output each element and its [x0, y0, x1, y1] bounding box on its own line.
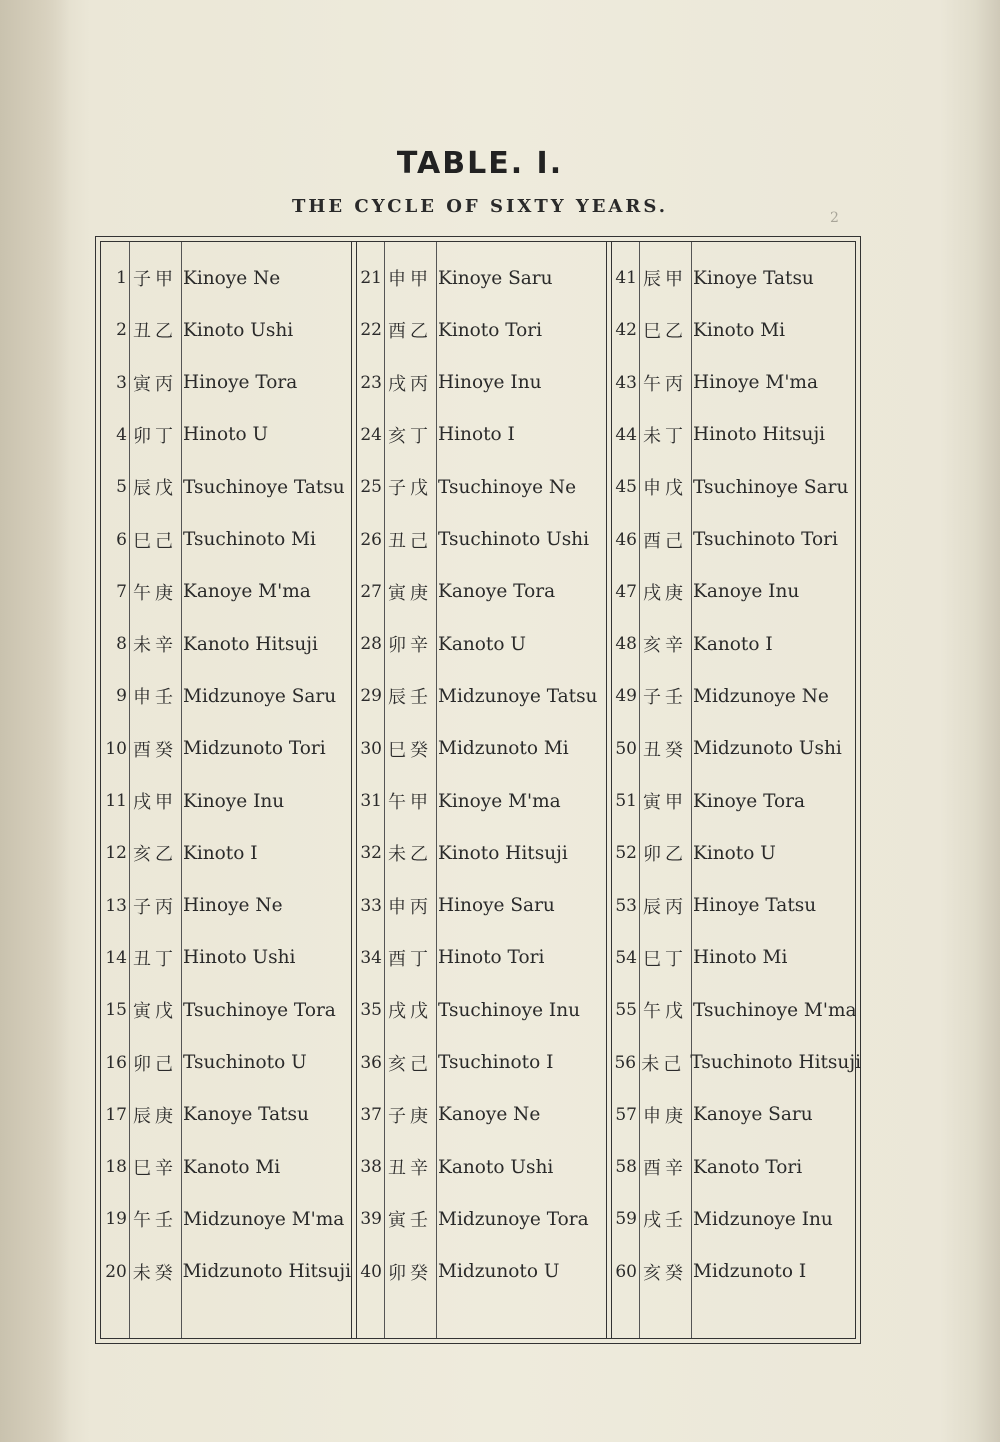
cycle-characters: 巳丁: [643, 948, 687, 970]
year-number: 26: [360, 529, 382, 550]
cycle-characters: 酉癸: [133, 739, 177, 761]
table-column-group: [101, 242, 351, 1338]
cycle-characters: 酉乙: [388, 321, 432, 343]
cycle-characters: 卯乙: [643, 844, 687, 866]
year-name: Kinoye Ne: [183, 267, 281, 289]
table-row: [101, 618, 351, 670]
cycle-characters: 子壬: [643, 687, 687, 709]
year-number: 12: [105, 843, 127, 864]
year-name: Tsuchinoye Ne: [438, 476, 577, 498]
table-row: [356, 357, 606, 409]
table-row: [611, 566, 861, 618]
table-row: [356, 723, 606, 775]
table-row: [356, 932, 606, 984]
year-name: Tsuchinoye Saru: [693, 476, 849, 498]
cycle-characters: 子戊: [388, 478, 432, 500]
year-number: 53: [615, 895, 637, 916]
table-row: [356, 1246, 606, 1298]
year-number: 14: [105, 947, 127, 968]
year-name: Kanoye M'ma: [183, 581, 311, 603]
table-row: [356, 1037, 606, 1089]
cycle-characters: 亥乙: [133, 844, 177, 866]
cycle-characters: 寅壬: [388, 1210, 432, 1232]
table-row: [611, 304, 861, 356]
table-row: [356, 827, 606, 879]
cycle-characters: 申庚: [643, 1105, 687, 1127]
table-frame: [95, 236, 861, 1344]
year-name: Hinoto Tori: [438, 947, 545, 969]
year-number: 13: [105, 895, 127, 916]
year-number: 9: [116, 686, 127, 707]
table-row: [356, 252, 606, 304]
year-name: Kinoye M'ma: [438, 790, 561, 812]
cycle-characters: 丑辛: [388, 1158, 432, 1180]
year-name: Hinoto Ushi: [183, 947, 296, 969]
cycle-characters: 寅甲: [643, 792, 687, 813]
table-row: [611, 670, 861, 722]
table-row: [356, 566, 606, 618]
cycle-characters: 丑己: [388, 530, 432, 552]
table-row: [356, 1141, 606, 1193]
table-row: [101, 1141, 351, 1193]
table-row: [611, 723, 861, 775]
table-row: [356, 984, 606, 1036]
year-name: Hinoye Ne: [183, 895, 283, 917]
cycle-characters: 酉辛: [643, 1158, 687, 1180]
cycle-characters: 卯己: [133, 1053, 177, 1075]
cycle-characters: 丑乙: [133, 321, 177, 343]
year-name: Midzunoto Tori: [183, 738, 326, 760]
year-name: Kanoto I: [693, 633, 773, 655]
table-row: [611, 827, 861, 879]
cycle-characters: 寅戊: [133, 1001, 177, 1023]
table-row: [101, 566, 351, 618]
table-row: [356, 514, 606, 566]
table-inner-frame: [100, 241, 861, 1339]
cycle-characters: 子丙: [133, 896, 177, 918]
table-row: [101, 1246, 351, 1298]
year-name: Hinoto I: [438, 424, 515, 446]
table-row: [101, 252, 351, 304]
table-row: [611, 932, 861, 984]
table-row: [356, 775, 606, 827]
year-name: Kinoto Ushi: [183, 319, 294, 341]
year-number: 41: [615, 268, 637, 288]
year-number: 31: [360, 791, 382, 811]
year-number: 3: [116, 372, 127, 393]
cycle-characters: 未丁: [643, 425, 687, 447]
year-name: Tsuchinoye M'ma: [693, 999, 857, 1021]
cycle-characters: 申甲: [388, 269, 432, 290]
year-number: 48: [615, 634, 637, 655]
cycle-characters: 丑丁: [133, 948, 177, 970]
year-name: Midzunoto Mi: [438, 738, 569, 760]
table-row: [101, 670, 351, 722]
table-row: [101, 1037, 351, 1089]
year-number: 7: [116, 581, 127, 602]
cycle-characters: 戌丙: [388, 373, 432, 395]
year-name: Tsuchinoye Tatsu: [183, 476, 345, 498]
cycle-characters: 子甲: [133, 269, 177, 290]
year-name: Midzunoye Ne: [693, 685, 829, 707]
cycle-characters: 巳乙: [643, 321, 687, 343]
year-number: 49: [615, 686, 637, 707]
year-number: 21: [360, 268, 382, 288]
table-column-group: [356, 242, 606, 1338]
cycle-characters: 戌壬: [643, 1210, 687, 1232]
year-name: Tsuchinoto Mi: [183, 529, 316, 550]
year-name: Hinoto Hitsuji: [693, 424, 826, 446]
cycle-characters: 亥丁: [388, 425, 432, 447]
cycle-characters: 午丙: [643, 373, 687, 395]
cycle-characters: 未癸: [132, 1262, 177, 1284]
cycle-characters: 丑癸: [643, 739, 687, 761]
year-name: Midzunoto I: [693, 1261, 807, 1283]
year-number: 28: [360, 634, 382, 655]
cycle-characters: 卯癸: [388, 1262, 432, 1284]
table-row: [611, 1037, 861, 1089]
year-name: Kinoye Tora: [693, 790, 805, 812]
cycle-characters: 巳辛: [133, 1158, 177, 1180]
year-number: 59: [615, 1209, 637, 1230]
table-row: [611, 1141, 861, 1193]
cycle-characters: 卯丁: [133, 425, 177, 447]
page-mark: 2: [830, 210, 839, 226]
table-row: [101, 1089, 351, 1141]
table-row: [356, 304, 606, 356]
year-number: 33: [360, 895, 382, 916]
table-row: [101, 409, 351, 461]
table-row: [101, 514, 351, 566]
year-name: Tsuchinoto Tori: [693, 529, 838, 550]
year-number: 19: [105, 1209, 127, 1230]
cycle-characters: 巳己: [133, 530, 177, 552]
table-row: [611, 357, 861, 409]
table-row: [101, 880, 351, 932]
year-name: Hinoto Mi: [693, 947, 788, 969]
year-name: Kinoye Inu: [183, 790, 285, 812]
year-name: Midzunoye Inu: [693, 1208, 833, 1230]
year-name: Kanoye Saru: [693, 1104, 813, 1126]
cycle-characters: 寅丙: [133, 373, 177, 395]
year-number: 22: [360, 320, 382, 341]
year-number: 60: [615, 1261, 637, 1282]
cycle-characters: 辰甲: [643, 269, 687, 290]
year-name: Hinoye Tatsu: [693, 895, 817, 917]
cycle-characters: 酉丁: [388, 948, 432, 970]
cycle-characters: 午戊: [643, 1001, 687, 1023]
table-row: [356, 1089, 606, 1141]
table-row: [101, 984, 351, 1036]
year-name: Kanoye Ne: [438, 1104, 541, 1126]
year-name: Kinoto I: [183, 842, 258, 864]
year-number: 44: [615, 424, 637, 445]
year-name: Midzunoto Hitsuji: [182, 1261, 351, 1283]
year-number: 10: [105, 738, 127, 759]
table-row: [101, 932, 351, 984]
year-name: Tsuchinoye Inu: [438, 999, 581, 1021]
year-name: Midzunoto Ushi: [693, 738, 842, 760]
year-number: 30: [360, 738, 382, 759]
cycle-characters: 寅庚: [388, 582, 432, 604]
year-number: 51: [615, 791, 637, 811]
year-name: Kinoto Mi: [693, 319, 786, 341]
table-row: [611, 984, 861, 1036]
year-number: 37: [360, 1104, 382, 1125]
year-name: Kanoto Hitsuji: [183, 633, 318, 655]
table-title: TABLE. I.: [396, 146, 564, 181]
year-number: 1: [116, 268, 127, 288]
table-column-group: [611, 242, 861, 1338]
year-name: Kanoto Mi: [183, 1156, 281, 1178]
year-name: Kinoto U: [693, 842, 776, 864]
year-name: Kanoye Tatsu: [183, 1104, 309, 1126]
year-number: 11: [105, 791, 127, 811]
cycle-characters: 申丙: [388, 896, 432, 918]
table-row: [101, 461, 351, 513]
cycle-characters: 亥癸: [643, 1262, 687, 1284]
year-number: 54: [615, 947, 637, 968]
table-row: [611, 252, 861, 304]
year-number: 27: [360, 581, 382, 602]
year-number: 58: [615, 1157, 637, 1178]
year-number: 57: [615, 1104, 637, 1125]
year-number: 50: [615, 738, 637, 759]
year-number: 16: [105, 1052, 127, 1073]
year-number: 56: [614, 1052, 637, 1073]
cycle-characters: 午甲: [388, 792, 432, 813]
table-row: [611, 514, 861, 566]
cycle-characters: 申壬: [133, 687, 177, 709]
year-number: 39: [360, 1209, 382, 1230]
cycle-characters: 辰庚: [133, 1105, 177, 1127]
year-name: Hinoye Tora: [183, 372, 298, 394]
table-row: [101, 723, 351, 775]
year-name: Tsuchinoto I: [438, 1052, 554, 1073]
table-row: [611, 1089, 861, 1141]
year-name: Hinoto U: [183, 424, 269, 446]
cycle-characters: 戌戊: [388, 1001, 432, 1023]
year-number: 2: [116, 320, 127, 341]
year-number: 15: [105, 1000, 127, 1021]
year-number: 32: [360, 843, 382, 864]
year-number: 17: [105, 1104, 127, 1125]
year-number: 42: [615, 320, 637, 341]
year-name: Midzunoye Tora: [438, 1208, 589, 1230]
year-number: 52: [615, 843, 637, 864]
table-row: [356, 670, 606, 722]
cycle-characters: 辰丙: [643, 896, 687, 918]
table-row: [611, 409, 861, 461]
year-number: 40: [360, 1261, 382, 1282]
year-name: Hinoye M'ma: [693, 372, 818, 394]
cycle-characters: 午壬: [133, 1210, 177, 1232]
year-name: Hinoye Saru: [438, 895, 555, 917]
year-number: 5: [116, 477, 127, 498]
year-number: 47: [615, 581, 637, 602]
year-name: Hinoye Inu: [438, 372, 542, 394]
year-number: 6: [116, 529, 127, 550]
year-name: Kanoye Inu: [693, 581, 800, 603]
year-number: 23: [360, 372, 382, 393]
year-name: Kanoto Ushi: [438, 1156, 554, 1178]
year-name: Tsuchinoto Hitsuji: [690, 1052, 861, 1073]
table-row: [356, 618, 606, 670]
year-number: 38: [360, 1157, 382, 1178]
year-name: Kanoye Tora: [438, 581, 556, 603]
year-name: Kinoto Hitsuji: [438, 842, 568, 864]
year-number: 25: [360, 477, 382, 498]
cycle-characters: 午庚: [133, 582, 177, 604]
cycle-characters: 申戊: [643, 478, 687, 500]
table-row: [611, 880, 861, 932]
table-row: [611, 1246, 861, 1298]
table-row: [356, 880, 606, 932]
cycle-characters: 未乙: [388, 844, 432, 866]
table-row: [611, 1193, 861, 1245]
table-row: [101, 775, 351, 827]
year-name: Tsuchinoto U: [183, 1052, 307, 1073]
year-name: Tsuchinoye Tora: [183, 999, 336, 1021]
cycle-characters: 巳癸: [388, 739, 432, 761]
year-name: Kinoye Saru: [438, 267, 553, 289]
year-number: 34: [360, 947, 382, 968]
year-number: 4: [116, 424, 127, 445]
table-row: [101, 357, 351, 409]
year-number: 55: [615, 1000, 637, 1021]
cycle-characters: 辰壬: [388, 687, 432, 709]
table-row: [101, 1193, 351, 1245]
year-number: 35: [360, 1000, 382, 1021]
table-row: [101, 304, 351, 356]
year-name: Midzunoye M'ma: [183, 1208, 345, 1230]
year-number: 43: [615, 372, 637, 393]
year-name: Kanoto U: [438, 633, 526, 655]
cycle-characters: 子庚: [388, 1105, 432, 1127]
year-name: Kinoto Tori: [438, 319, 543, 341]
year-name: Kinoye Tatsu: [693, 267, 814, 289]
year-number: 29: [360, 686, 382, 707]
year-number: 18: [105, 1157, 127, 1178]
year-name: Midzunoye Saru: [183, 685, 337, 707]
cycle-characters: 卯辛: [388, 635, 432, 657]
year-number: 24: [360, 424, 382, 445]
year-name: Midzunoye Tatsu: [438, 685, 598, 707]
year-name: Midzunoto U: [438, 1261, 560, 1283]
table-row: [356, 461, 606, 513]
year-name: Kanoto Tori: [693, 1156, 803, 1178]
table-row: [101, 827, 351, 879]
cycle-characters: 亥辛: [643, 635, 687, 657]
cycle-characters: 亥己: [388, 1053, 432, 1075]
table-subtitle: THE CYCLE OF SIXTY YEARS.: [292, 196, 668, 217]
year-number: 36: [360, 1052, 382, 1073]
year-name: Tsuchinoto Ushi: [438, 529, 590, 550]
cycle-characters: 未己: [641, 1053, 686, 1075]
cycle-characters: 戌甲: [133, 792, 177, 813]
year-number: 45: [615, 477, 637, 498]
table-row: [356, 409, 606, 461]
table-row: [356, 1193, 606, 1245]
cycle-characters: 未辛: [133, 635, 177, 657]
cycle-characters: 酉己: [643, 530, 687, 552]
table-row: [611, 461, 861, 513]
year-number: 8: [116, 634, 127, 655]
cycle-characters: 辰戊: [133, 478, 177, 500]
year-number: 46: [615, 529, 637, 550]
year-number: 20: [105, 1261, 127, 1282]
table-row: [611, 618, 861, 670]
table-row: [611, 775, 861, 827]
cycle-characters: 戌庚: [643, 582, 687, 604]
